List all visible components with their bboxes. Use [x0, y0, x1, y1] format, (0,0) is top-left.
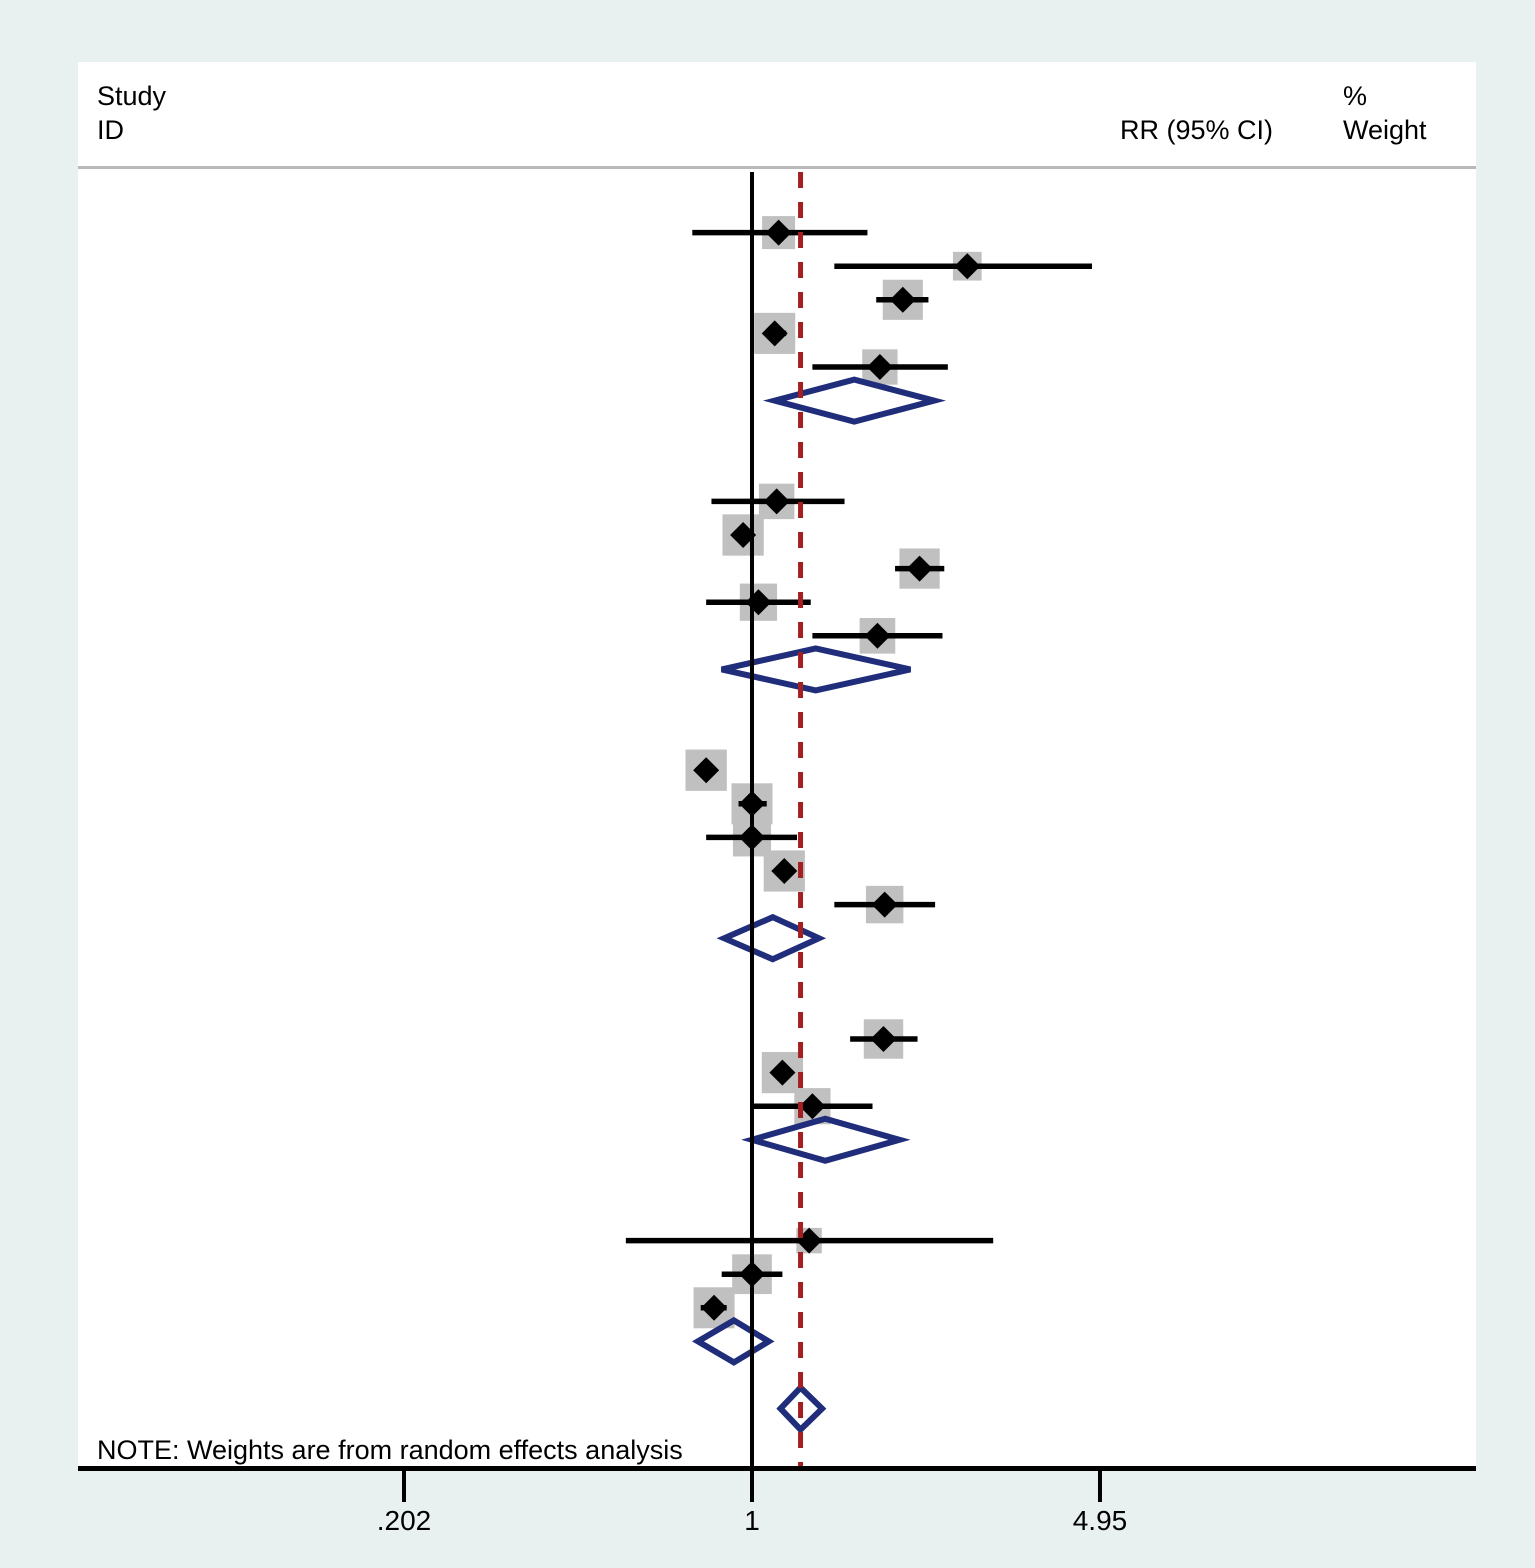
- forest-row-study: [0, 1022, 1535, 1056]
- forest-row-group-heading: [0, 988, 1535, 1022]
- forest-row-study: [0, 216, 1535, 250]
- forest-row-subtotal: [0, 921, 1535, 955]
- forest-row-study: [0, 787, 1535, 821]
- axis-baseline: [78, 1466, 1476, 1471]
- forest-row-subtotal: [0, 652, 1535, 686]
- forest-row-study: [0, 585, 1535, 619]
- forest-row-study: [0, 1291, 1535, 1325]
- forest-row-study: [0, 350, 1535, 384]
- header-id: ID: [97, 115, 124, 145]
- forest-row-study: [0, 1257, 1535, 1291]
- forest-row-spacer: [0, 1358, 1535, 1392]
- header-weight: Weight: [1343, 115, 1427, 145]
- axis-tick-label: 4.95: [1072, 1505, 1128, 1536]
- forest-row-subtotal: [0, 384, 1535, 418]
- forest-row-spacer: [0, 955, 1535, 989]
- forest-row-study: [0, 820, 1535, 854]
- forest-row-subtotal: [0, 1123, 1535, 1157]
- forest-row-study: [0, 1056, 1535, 1090]
- forest-row-study: [0, 753, 1535, 787]
- header-divider: [78, 166, 1476, 169]
- forest-row-study: [0, 552, 1535, 586]
- forest-row-study: [0, 888, 1535, 922]
- forest-row-study: [0, 854, 1535, 888]
- header-effect-measure: RR (95% CI): [1120, 115, 1274, 145]
- forest-row-spacer: [0, 1156, 1535, 1190]
- forest-row-study: [0, 1089, 1535, 1123]
- forest-row-study: [0, 1224, 1535, 1258]
- header-study: Study: [97, 81, 167, 111]
- forest-note: [0, 1433, 1535, 1467]
- axis-tick-label: .202: [376, 1505, 432, 1536]
- forest-row-study: [0, 249, 1535, 283]
- axis-tick-label: 1: [744, 1505, 760, 1536]
- header-percent: %: [1343, 81, 1368, 111]
- forest-row-spacer: [0, 417, 1535, 451]
- forest-row-study: [0, 518, 1535, 552]
- forest-row-study: [0, 484, 1535, 518]
- forest-row-study: [0, 619, 1535, 653]
- forest-row-study: [0, 316, 1535, 350]
- note-text: NOTE: Weights are from random effects analysis: [97, 1435, 683, 1466]
- forest-row-spacer: [0, 686, 1535, 720]
- forest-row-group-heading: [0, 451, 1535, 485]
- forest-row-group-heading: [0, 1190, 1535, 1224]
- forest-row-overall: [0, 1392, 1535, 1426]
- forest-row-group-heading: [0, 720, 1535, 754]
- forest-row-subtotal: [0, 1324, 1535, 1358]
- forest-row-group-heading: [0, 182, 1535, 216]
- forest-row-study: [0, 283, 1535, 317]
